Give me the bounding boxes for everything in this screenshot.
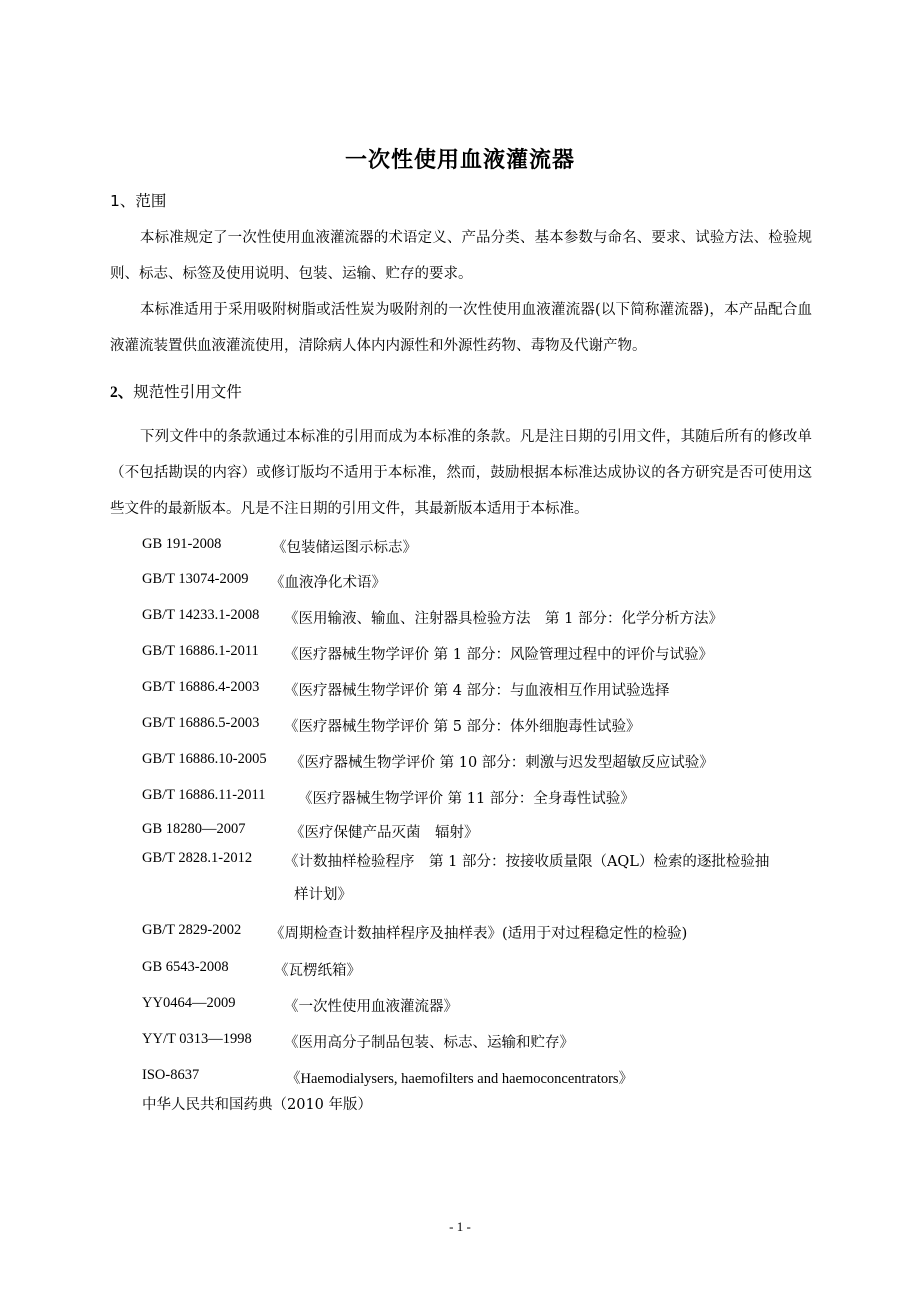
reference-title: 《Haemodialysers, haemofilters and haemoconcentrators》 [286,1071,634,1087]
reference-item [142,751,714,771]
section-1-paragraph-2: 本标准适用于采用吸附树脂或活性炭为吸附剂的一次性使用血液灌流器(以下简称灌流器)，本产品配合血液灌流装置供血液灌流使用，清除病人体内内源性和外源性药物、毒物及代谢产物。 [110,302,812,354]
reference-title: 《医疗器械生物学评价 第 1 部分：风险管理过程中的评价与试验》 [284,647,714,663]
reference-title: 《医疗器械生物学评价 第 4 部分：与血液相互作用试验选择 [284,683,670,699]
section-2-number: 2、 [110,384,134,401]
reference-title: 《包装储运图示标志》 [272,540,417,556]
section-1-heading [110,189,166,211]
reference-item [142,536,417,556]
reference-code: GB/T 16886.10-2005 [142,751,267,767]
reference-code: GB/T 2828.1-2012 [142,850,253,866]
reference-code: GB/T 14233.1-2008 [142,607,260,623]
section-1-title: 范围 [135,192,167,210]
reference-title: 《瓦楞纸箱》 [274,963,361,979]
reference-title-continuation: 样计划》 [294,887,352,903]
reference-item [142,959,361,979]
reference-title: 《医用高分子制品包装、标志、运输和贮存》 [284,1035,574,1051]
reference-title: 《医疗器械生物学评价 第 10 部分：刺激与迟发型超敏反应试验》 [290,755,714,771]
reference-code: GB/T 13074-2009 [142,571,249,587]
reference-item [142,607,723,627]
reference-code: GB 18280—2007 [142,821,246,837]
reference-item [142,1031,574,1051]
reference-code: YY0464—2009 [142,995,236,1011]
reference-title: 《医疗器械生物学评价 第 5 部分：体外细胞毒性试验》 [284,719,641,735]
section-1-number: 1、 [110,192,136,210]
section-2-title: 规范性引用文件 [133,383,242,401]
section-2-paragraph-1: 下列文件中的条款通过本标准的引用而成为本标准的条款。凡是注日期的引用文件，其随后所有的修改单（不包括勘误的内容）或修订版均不适用于本标准，然而，鼓励根据本标准达成协议的各方研究是否可使用这些文件的最新版本。凡是不注日期的引用文件，其最新版本适用于本标准。 [110,429,812,517]
reference-item [142,679,670,699]
reference-item [142,715,641,735]
reference-item [142,995,458,1015]
reference-title: 《医用输液、输血、注射器具检验方法 第 1 部分：化学分析方法》 [284,611,723,627]
reference-code: GB 6543-2008 [142,959,229,975]
reference-code: GB/T 16886.5-2003 [142,715,260,731]
reference-title: 《血液净化术语》 [270,575,386,591]
reference-code: GB 191-2008 [142,536,222,552]
reference-code: GB/T 16886.11-2011 [142,787,266,803]
page-number: - 1 - [449,1219,471,1234]
reference-title: 《计数抽样检验程序 第 1 部分：按接收质量限（AQL）检索的逐批检验抽 [284,854,770,870]
reference-code: GB/T 2829-2002 [142,922,242,938]
reference-title: 《医疗保健产品灭菌 辐射》 [290,825,479,841]
reference-item [142,643,714,663]
reference-title: 《周期检查计数抽样程序及抽样表》(适用于对过程稳定性的检验) [270,926,688,942]
reference-code: YY/T 0313—1998 [142,1031,252,1047]
section-2-heading [110,380,242,402]
reference-item [142,787,635,807]
reference-title: 《一次性使用血液灌流器》 [284,999,458,1015]
reference-code: GB/T 16886.4-2003 [142,679,260,695]
section-1-paragraph-1: 本标准规定了一次性使用血液灌流器的术语定义、产品分类、基本参数与命名、要求、试验方法、检验规则、标志、标签及使用说明、包装、运输、贮存的要求。 [110,230,812,282]
reference-item [142,850,770,903]
reference-item [142,1067,634,1087]
reference-item [142,821,479,841]
reference-code: ISO-8637 [142,1067,200,1083]
reference-item [142,922,688,942]
reference-code: GB/T 16886.1-2011 [142,643,259,659]
reference-title: 《医疗器械生物学评价 第 11 部分：全身毒性试验》 [298,791,635,807]
reference-item [142,571,386,591]
document-title: 一次性使用血液灌流器 [344,148,575,173]
pharmacopoeia-reference: 中华人民共和国药典（2010 年版） [142,1097,373,1113]
